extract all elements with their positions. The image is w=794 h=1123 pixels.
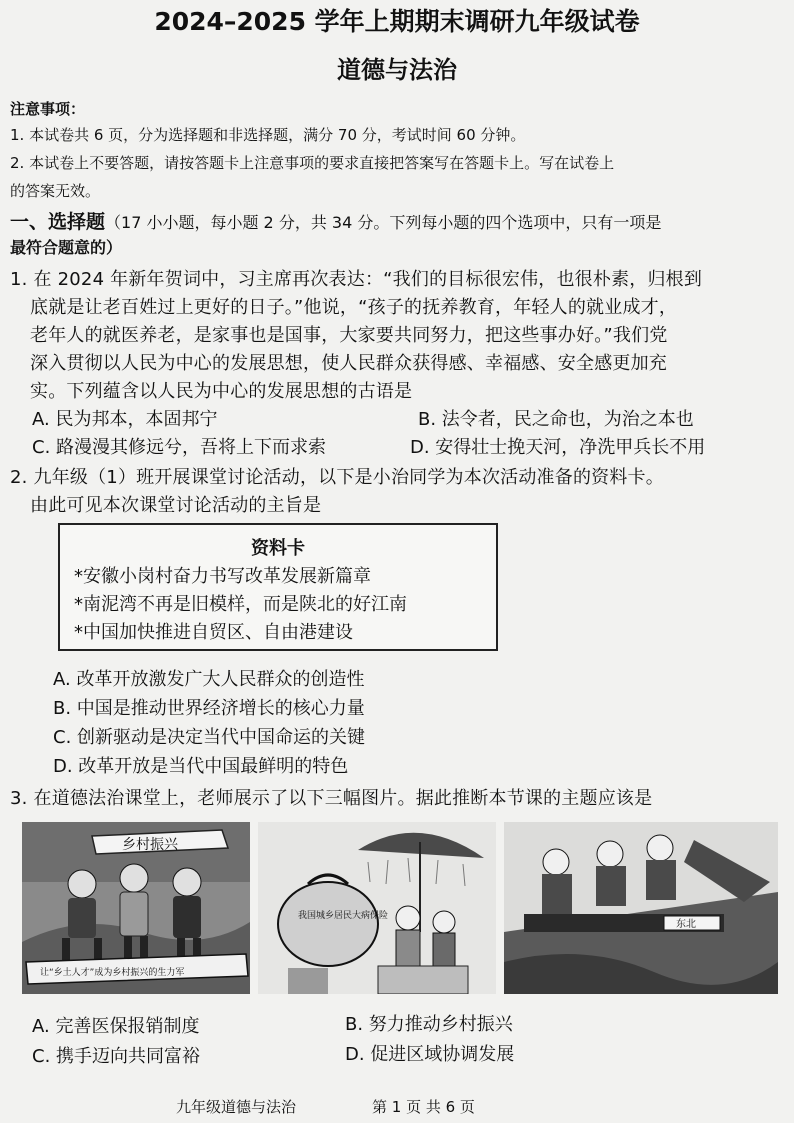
- note-item-2: 2. 本试卷上不要答题，请按答题卡上注意事项的要求直接把答案写在答题卡上。写在试卷上: [10, 154, 615, 172]
- rural-revitalization-cartoon: [22, 822, 250, 994]
- cartoon-caption: 让“乡土人才”成为乡村振兴的生力军: [40, 968, 185, 978]
- exam-title: 2024–2025 学年上期期末调研九年级试卷: [154, 7, 640, 36]
- banner-text: 乡村振兴: [122, 837, 178, 853]
- section-instructions: （17 小小题，每小题 2 分，共 34 分。下列每小题的四个选项中，只有一项是: [105, 213, 662, 232]
- q1-line-1: 1. 在 2024 年新年贺词中，习主席再次表达：“我们的目标很宏伟，也很朴素，归根到: [10, 269, 703, 290]
- card-item: *南泥湾不再是旧模样，而是陕北的好江南: [74, 594, 407, 615]
- q1-line-2: 底就是让老百姓过上更好的日子。”他说，“孩子的抚养教育，年轻人的就业成才，: [30, 297, 678, 318]
- card-title: 资料卡: [251, 538, 305, 559]
- q1-option-c: C. 路漫漫其修远兮，吾将上下而求索: [32, 437, 327, 458]
- q3-option-d: D. 促进区域协调发展: [345, 1044, 515, 1065]
- section-heading: [10, 207, 661, 234]
- q2-option-b: B. 中国是推动世界经济增长的核心力量: [53, 698, 365, 719]
- footer-subject: 九年级道德与法治: [176, 1098, 297, 1116]
- bag-text: [298, 909, 388, 921]
- section-title: 一、选择题: [10, 211, 106, 233]
- q1-line-4: 深入贯彻以人民为中心的发展思想，使人民群众获得感、幸福感、安全感更加充: [30, 353, 667, 374]
- notes-heading: 注意事项：: [10, 100, 86, 118]
- flag-text: 东北: [676, 919, 696, 930]
- note-item-2-cont: 的答案无效。: [10, 182, 101, 200]
- q1-option-b: B. 法令者，民之命也，为治之本也: [418, 409, 694, 430]
- cartoon-2-drawing: [258, 822, 496, 994]
- card-item: *中国加快推进自贸区、自由港建设: [74, 622, 353, 643]
- q2-line-2: 由此可见本次课堂讨论活动的主旨是: [30, 495, 322, 516]
- q1-option-a: A. 民为邦本，本固邦宁: [32, 409, 218, 430]
- q1-line-5: 实。下列蕴含以人民为中心的发展思想的古语是: [30, 381, 413, 402]
- note-item-1: 1. 本试卷共 6 页，分为选择题和非选择题，满分 70 分，考试时间 60 分钟。: [10, 126, 526, 144]
- q1-line-3: 老年人的就医养老，是家事也是国事，大家要共同努力，把这些事办好。”我们党: [30, 325, 668, 346]
- q3-option-a: A. 完善医保报销制度: [32, 1016, 200, 1037]
- q3-line-1: 3. 在道德法治课堂上，老师展示了以下三幅图片。据此推断本节课的主题应该是: [10, 788, 653, 809]
- health-insurance-cartoon: [258, 822, 496, 994]
- cartoon-3-drawing: [504, 822, 778, 994]
- subject-title: 道德与法治: [337, 56, 457, 84]
- q2-line-1: 2. 九年级（1）班开展课堂讨论活动，以下是小治同学为本次活动准备的资料卡。: [10, 467, 664, 488]
- q3-option-c: C. 携手迈向共同富裕: [32, 1046, 201, 1067]
- q2-option-a: A. 改革开放激发广大人民群众的创造性: [53, 669, 365, 690]
- cartoon-1-drawing: [22, 822, 250, 994]
- q2-option-d: D. 改革开放是当代中国最鲜明的特色: [53, 756, 349, 777]
- card-item: *安徽小岗村奋力书写改革发展新篇章: [74, 566, 371, 587]
- section-instructions-cont: 最符合题意的）: [10, 238, 123, 257]
- regional-development-cartoon: [504, 822, 778, 994]
- material-card: [58, 523, 498, 651]
- q2-option-c: C. 创新驱动是决定当代中国命运的关键: [53, 727, 366, 748]
- bag-label: 我国城乡居民大病保险: [298, 911, 389, 921]
- page-number: 第 1 页 共 6 页: [372, 1098, 475, 1116]
- q3-option-b: B. 努力推动乡村振兴: [345, 1014, 513, 1035]
- q1-option-d: D. 安得壮士挽天河，净洗甲兵长不用: [410, 437, 706, 458]
